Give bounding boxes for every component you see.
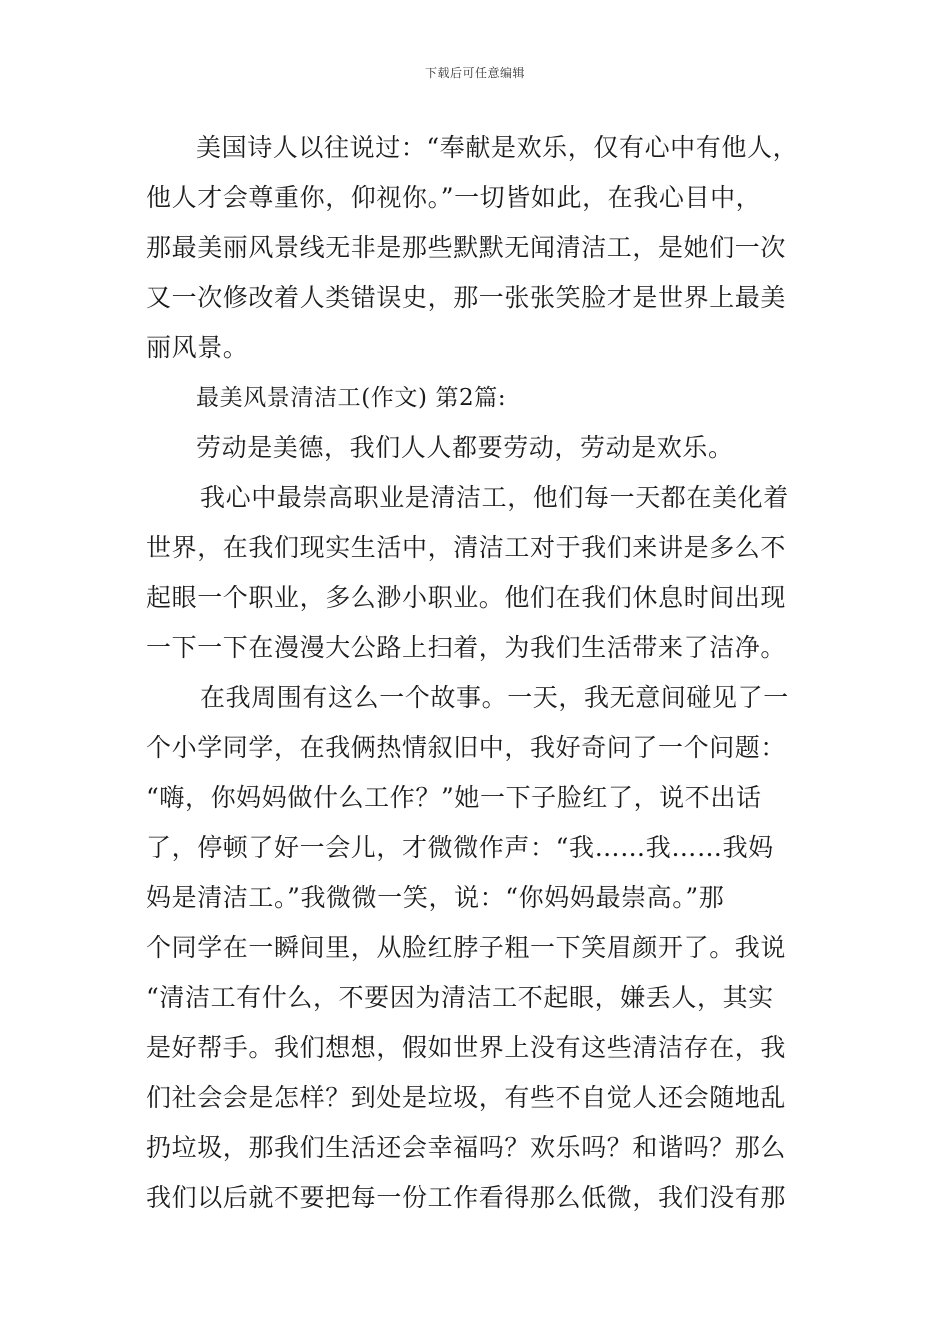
text-line: 他人才会尊重你，仰视你。”一切皆如此，在我心目中， [146, 183, 762, 212]
text-line: 世界，在我们现实生活中，清洁工对于我们来讲是多么不 [146, 533, 787, 562]
text-line: 丽风景。 [146, 333, 249, 362]
text-line: 们社会会是怎样？到处是垃圾，有些不自觉人还会随地乱 [146, 1083, 787, 1112]
text-line: 妈是清洁工。”我微微一笑，说：“你妈妈最崇高。”那 [146, 883, 725, 912]
text-line: 那最美丽风景线无非是那些默默无闻清洁工，是她们一次 [146, 233, 787, 262]
text-line: 是好帮手。我们想想，假如世界上没有这些清洁存在，我 [146, 1033, 787, 1062]
section-heading: 最美风景清洁工(作文) 第2篇: [196, 385, 507, 411]
text-line: 美国诗人以往说过：“奉献是欢乐，仅有心中有他人， [196, 133, 799, 162]
text-line: 个小学同学，在我俩热情叙旧中，我好奇问了一个问题： [146, 733, 787, 762]
text-line: 了，停顿了好一会儿，才微微作声：“我……我……我妈 [146, 833, 774, 862]
page-header: 下载后可任意编辑 [424, 66, 525, 80]
text-line: 在我周围有这么一个故事。一天，我无意间碰见了一 [200, 683, 789, 712]
text-line: 劳动是美德，我们人人都要劳动，劳动是欢乐。 [196, 433, 734, 462]
text-line: 个同学在一瞬间里，从脸红脖子粗一下笑眉颜开了。我说 [146, 933, 787, 962]
text-line: 又一次修改着人类错误史，那一张张笑脸才是世界上最美 [146, 283, 787, 312]
text-line: 我心中最崇高职业是清洁工，他们每一天都在美化着 [200, 483, 789, 512]
text-line: 扔垃圾，那我们生活还会幸福吗？欢乐吗？和谐吗？那么 [146, 1133, 787, 1162]
text-line: 起眼一个职业，多么渺小职业。他们在我们休息时间出现 [146, 583, 787, 612]
text-line: “清洁工有什么，不要因为清洁工不起眼，嫌丢人，其实 [146, 983, 774, 1012]
text-line: 一下一下在漫漫大公路上扫着，为我们生活带来了洁净。 [146, 633, 787, 662]
text-line: “嗨，你妈妈做什么工作？”她一下子脸红了，说不出话 [146, 783, 762, 812]
text-line: 我们以后就不要把每一份工作看得那么低微，我们没有那 [146, 1183, 787, 1212]
